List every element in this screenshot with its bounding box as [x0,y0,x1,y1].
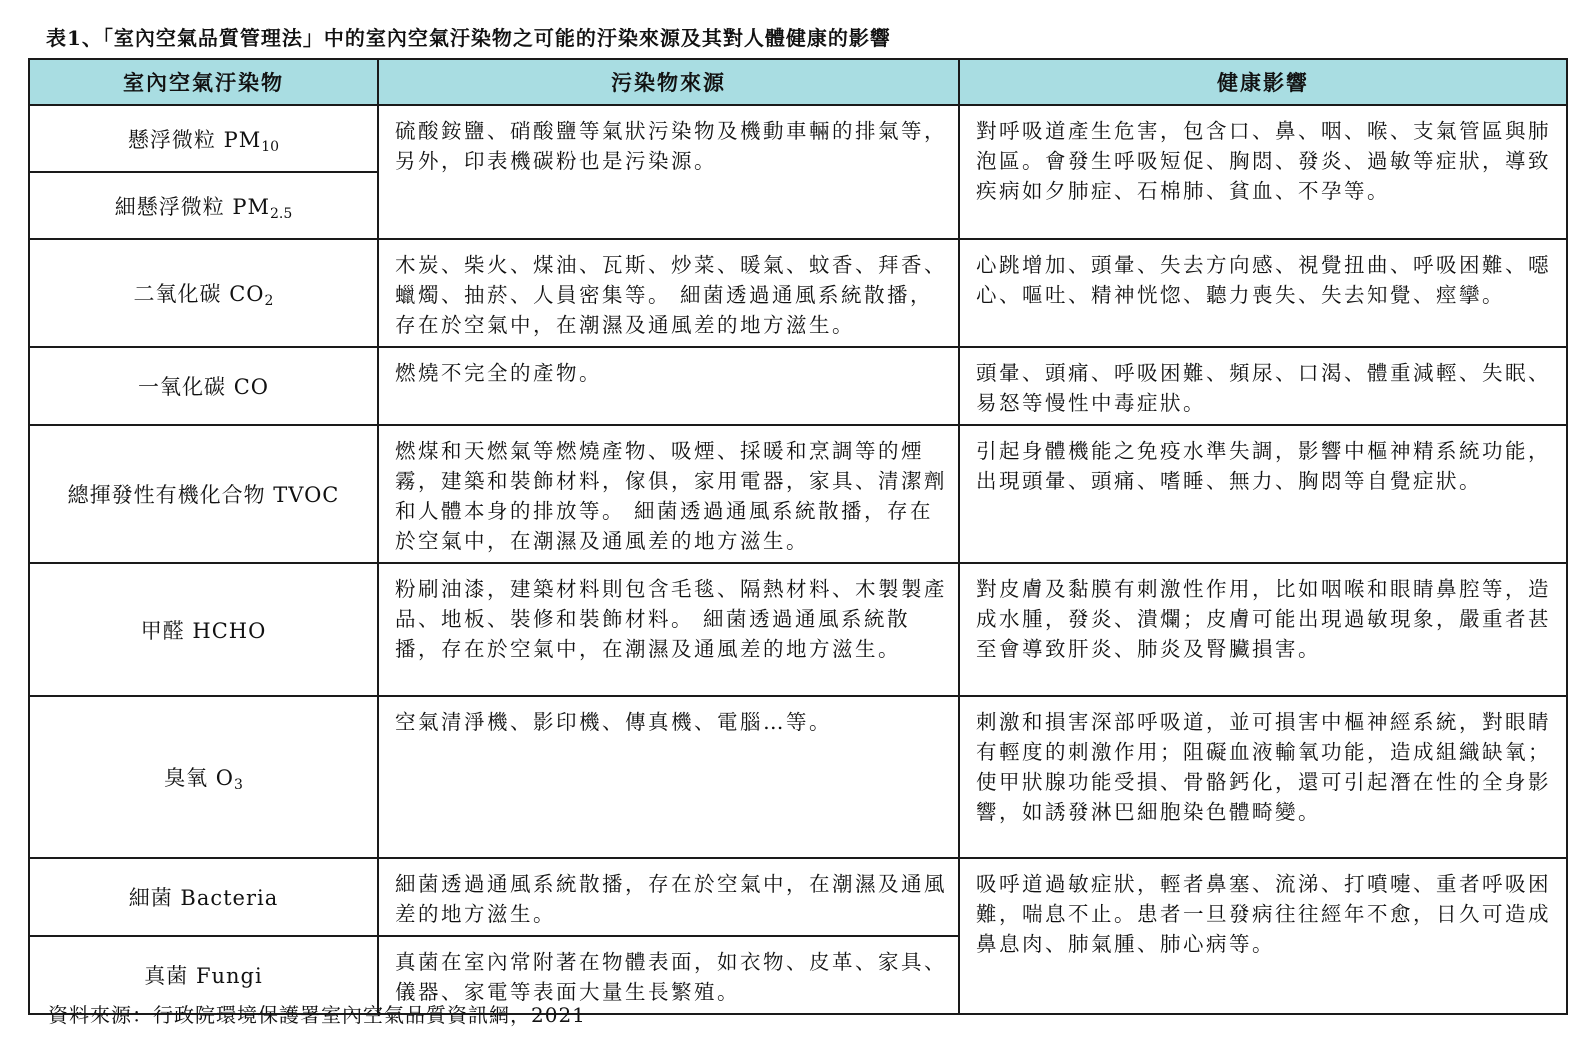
pollutant-o3: 臭氧 $O_3$ [29,696,378,858]
table-row [29,347,1567,425]
table-row [29,563,1567,696]
source-pm: 硫酸銨鹽、硝酸鹽等氣狀污染物及機動車輛的排氣等，另外，印表機碳粉也是污染源。 [378,105,959,239]
health-tvoc: 引起身體機能之免疫水準失調，影響中樞神精系統功能，出現頭暈、頭痛、嗜睡、無力、胸悶等自覺症狀。 [959,425,1567,563]
source-note: 資料來源：行政院環境保護署室內空氣品質資訊網，2021 [48,1003,586,1027]
pollutant-co2: 二氧化碳 $CO_2$ [29,239,378,347]
source-bacteria: 細菌透過通風系統散播，存在於空氣中，在潮濕及通風差的地方滋生。 [378,858,959,936]
header-health: 健康影響 [959,59,1567,105]
health-hcho: 對皮膚及黏膜有刺激性作用，比如咽喉和眼睛鼻腔等，造成水腫，發炎、潰爛；皮膚可能出現過敏現象，嚴重者甚至會導致肝炎、肺炎及腎臟損害。 [959,563,1567,696]
health-co: 頭暈、頭痛、呼吸困難、頻尿、口渴、體重減輕、失眠、易怒等慢性中毒症狀。 [959,347,1567,425]
pollutant-hcho: 甲醛 HCHO [29,563,378,696]
pollutant-bacteria: 細菌 Bacteria [29,858,378,936]
header-source: 污染物來源 [378,59,959,105]
health-microbes: 吸呼道過敏症狀，輕者鼻塞、流涕、打噴嚏、重者呼吸困難，喘息不止。患者一旦發病往往經年不愈，日久可造成鼻息肉、肺氣腫、肺心病等。 [959,858,1567,1014]
pollutant-co: 一氧化碳 CO [29,347,378,425]
source-tvoc: 燃煤和天燃氣等燃燒產物、吸煙、採暖和烹調等的煙霧，建築和裝飾材料，傢俱，家用電器，家具、清潔劑和人體本身的排放等。 細菌透過通風系統散播，存在於空氣中，在潮濕及通風差的地方滋生。 [378,425,959,563]
source-fungi: 真菌在室內常附著在物體表面，如衣物、皮革、家具、儀器、家電等表面大量生長繁殖。 [378,936,959,1014]
table-row [29,858,1567,936]
pollutant-fungi: 真菌 Fungi [29,936,378,1014]
table-row [29,105,1567,172]
pollutant-pm25: 細懸浮微粒 $PM_{2.5}$ [29,172,378,239]
pollutant-table [28,58,1568,1015]
table-row [29,696,1567,858]
health-o3: 刺激和損害深部呼吸道，並可損害中樞神經系統，對眼睛有輕度的刺激作用；阻礙血液輸氧功能，造成組織缺氧；使甲狀腺功能受損、骨骼鈣化，還可引起潛在性的全身影響，如誘發淋巴細胞染色體畸變。 [959,696,1567,858]
source-o3: 空氣清淨機、影印機、傳真機、電腦…等。 [378,696,959,858]
health-co2: 心跳增加、頭暈、失去方向感、視覺扭曲、呼吸困難、噁心、嘔吐、精神恍惚、聽力喪失、失去知覺、痙攣。 [959,239,1567,347]
header-row [29,59,1567,105]
source-co: 燃燒不完全的產物。 [378,347,959,425]
health-pm: 對呼吸道產生危害，包含口、鼻、咽、喉、支氣管區與肺泡區。會發生呼吸短促、胸悶、發炎、過敏等症狀，導致疾病如夕肺症、石棉肺、貧血、不孕等。 [959,105,1567,239]
pollutant-tvoc: 總揮發性有機化合物 TVOC [29,425,378,563]
header-pollutant: 室內空氣汙染物 [29,59,378,105]
table-caption: 表1、「室內空氣品質管理法」中的室內空氣汙染物之可能的汙染來源及其對人體健康的影響 [46,26,891,50]
table-row [29,239,1567,347]
source-hcho: 粉刷油漆，建築材料則包含毛毯、隔熱材料、木製製產品、地板、裝修和裝飾材料。 細菌透過通風系統散播，存在於空氣中，在潮濕及通風差的地方滋生。 [378,563,959,696]
table-row [29,425,1567,563]
pollutant-pm10: 懸浮微粒 $PM_{10}$ [29,105,378,172]
source-co2: 木炭、柴火、煤油、瓦斯、炒菜、暖氣、蚊香、拜香、蠟燭、抽菸、人員密集等。 細菌透過通風系統散播，存在於空氣中，在潮濕及通風差的地方滋生。 [378,239,959,347]
